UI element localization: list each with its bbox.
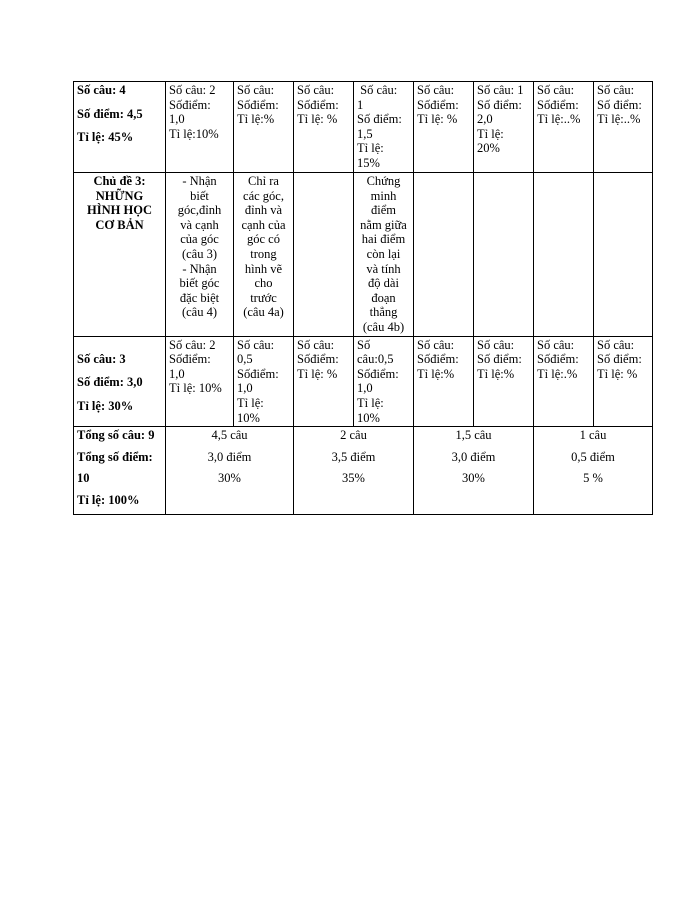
cell-line: 1 [357,97,364,112]
cell-line: 1,0 [169,112,185,127]
cell-line: đoạn [371,290,396,305]
stat-cell [534,82,594,173]
cell-line: câu:0,5 [357,352,394,367]
cell-line: 3,0 điểm [207,449,252,464]
cell-line: 4,5 câu [211,428,248,443]
cell-line: trong [250,246,277,261]
cell-line: Chủ đề 3: [93,174,146,188]
cell-line: 1,0 [169,366,185,381]
content-cell [594,173,653,337]
cell-line: đặc biệt [179,290,220,305]
cell-line: cho [254,276,273,291]
cell-line: Tỉ lệ: % [297,112,338,127]
cell-line: Số điểm: [597,352,642,367]
stat-cell [234,82,294,173]
cell-line: cạnh của [241,217,286,232]
totals-group-cell [534,427,653,515]
cell-line: Sốđiểm: [169,97,211,112]
content-cell [414,173,474,337]
summary-line: Số câu: 4 [77,83,126,97]
cell-line: Sốđiểm: [417,352,459,367]
cell-line: Số [357,337,371,352]
stat-cell [534,336,594,427]
block2-stats-row [74,336,653,427]
summary-line: Số điểm: 4,5 [77,106,143,121]
cell-line: 2 câu [340,428,367,443]
cell-line: Số câu: [537,337,575,352]
summary-line: Số điểm: 3,0 [77,375,143,390]
cell-line: Sốđiểm: [297,352,339,367]
block1-row [74,82,653,173]
cell-line: 35% [342,471,365,486]
cell-line: Số câu: [237,337,275,352]
cell-line: 1,5 [357,126,373,141]
content-cell [166,173,234,337]
totals-line: Tổng số câu: 9 [77,428,155,443]
stat-cell [354,82,414,173]
cell-line: và cạnh [180,217,219,232]
cell-line: hai điểm [361,232,406,247]
cell-line: 1,0 [357,381,373,396]
cell-line: NHỮNG [95,188,144,203]
totals-group-cell [294,427,414,515]
cell-line: Tỉ lệ:% [237,112,275,127]
cell-line: Tỉ lệ:% [417,366,455,381]
assessment-matrix-table [73,81,653,515]
cell-line: độ dài [368,276,399,291]
cell-line: Tỉ lệ: % [597,366,638,381]
cell-line: hình vẽ [244,261,283,276]
cell-line: HÌNH HỌC [87,203,152,218]
cell-line: Số câu: [417,337,455,352]
cell-line: của góc [180,232,219,247]
cell-line: CƠ BẢN [95,217,144,232]
cell-line: 30% [218,471,241,486]
cell-line: 30% [462,471,485,486]
cell-line: Sốđiểm: [237,366,279,381]
totals-label-cell [74,427,166,515]
cell-line: 10% [357,410,380,425]
content-cell [474,173,534,337]
cell-line: trước [250,290,277,305]
cell-line: Sốđiểm: [297,97,339,112]
cell-line: 10% [237,410,260,425]
cell-line: - Nhận [182,174,217,188]
cell-line: Số câu: [597,337,635,352]
cell-line: Sốđiểm: [537,97,579,112]
cell-line: Số điểm: [477,352,522,367]
stat-cell [414,82,474,173]
content-cell [294,173,354,337]
cell-line: 20% [477,141,500,156]
stat-cell [294,82,354,173]
cell-line: Sốđiểm: [357,366,399,381]
cell-line: Số câu: [237,83,275,97]
cell-line: minh [370,188,397,203]
cell-line: (câu 4b) [362,319,405,334]
cell-line: (câu 4) [181,305,218,320]
cell-line: biết [190,188,209,203]
summary-line: Tỉ lệ: 45% [77,130,134,145]
stat-cell [594,336,653,427]
cell-line: còn lại [366,246,401,261]
content-cell [534,173,594,337]
cell-line: 3,0 điểm [451,449,496,464]
stat-cell [294,336,354,427]
document-page [73,81,652,515]
cell-line: Số câu: [297,337,335,352]
cell-line: góc,đỉnh [177,203,222,218]
cell-line: Tỉ lệ:.% [537,366,578,381]
cell-line: 5 % [583,471,603,486]
topic-cell [74,173,166,337]
stat-cell [166,336,234,427]
cell-line: (câu 4a) [243,305,284,320]
cell-line: 15% [357,155,380,170]
stat-cell [234,336,294,427]
totals-row [74,427,653,515]
cell-line: nằm giữa [360,217,407,232]
cell-line: và tính [366,261,401,276]
cell-line: Tỉ lệ: [237,395,264,410]
cell-line: các góc, [243,188,284,203]
stat-cell [354,336,414,427]
cell-line: Tỉ lệ: [357,395,384,410]
cell-line: đỉnh và [244,203,283,218]
block2-content-row [74,173,653,337]
cell-line: thẳng [369,305,398,320]
cell-line: Tỉ lệ:% [477,366,515,381]
totals-group-cell [414,427,534,515]
stat-cell [474,336,534,427]
cell-line: Số câu: [417,83,455,97]
cell-line: Số điểm: [357,112,402,127]
totals-group-cell [166,427,294,515]
cell-line: góc có [247,232,280,247]
cell-line: biết góc [179,276,220,291]
cell-line: điểm [371,203,396,218]
stat-cell [474,82,534,173]
cell-line: 3,5 điểm [331,449,376,464]
cell-line: Chứng [366,174,401,188]
cell-line: Số câu: [357,83,398,97]
summary-line: Tỉ lệ: 30% [77,398,134,413]
cell-line: Sốđiểm: [417,97,459,112]
cell-line: 1,0 [237,381,253,396]
cell-line: 1 câu [579,428,607,443]
cell-line: Số câu: 2 [169,83,216,97]
cell-line: Chỉ ra [248,174,279,188]
cell-line: Số điểm: [477,97,522,112]
cell-line: 1,5 câu [455,428,492,443]
cell-line: (câu 3) [181,246,218,261]
cell-line: Tỉ lệ: 10% [169,381,222,396]
cell-line: Tỉ lệ:..% [537,112,581,127]
cell-line: Sốđiểm: [169,352,211,367]
cell-line: Tỉ lệ: % [417,112,458,127]
cell-line: 0,5 điểm [571,449,615,464]
cell-line: Tỉ lệ: [357,141,384,156]
cell-line: Tỉ lệ: % [297,366,338,381]
cell-line: Sốđiểm: [537,352,579,367]
content-cell [354,173,414,337]
totals-line: Tỉ lệ: 100% [77,492,140,507]
cell-line: Số câu: [297,83,335,97]
summary-line: Số câu: 3 [77,351,126,366]
stat-cell [414,336,474,427]
cell-line: Số câu: 2 [169,337,216,352]
content-cell [234,173,294,337]
cell-line: Tỉ lệ:10% [169,126,219,141]
stat-cell [594,82,653,173]
totals-line: 10 [77,471,90,486]
block1-summary-cell [74,82,166,173]
cell-line: Số câu: [597,83,635,97]
cell-line: - Nhận [182,261,217,276]
cell-line: Số câu: 1 [477,83,524,97]
cell-line: Tỉ lệ:..% [597,112,641,127]
cell-line: Tỉ lệ: [477,126,504,141]
cell-line: Số câu: [477,337,515,352]
totals-line: Tổng số điểm: [77,449,153,464]
cell-line: 0,5 [237,352,253,367]
cell-line: 2,0 [477,112,493,127]
cell-line: Số câu: [537,83,575,97]
cell-line: Sốđiểm: [237,97,279,112]
block2-summary-cell [74,336,166,427]
stat-cell [166,82,234,173]
cell-line: Số điểm: [597,97,642,112]
